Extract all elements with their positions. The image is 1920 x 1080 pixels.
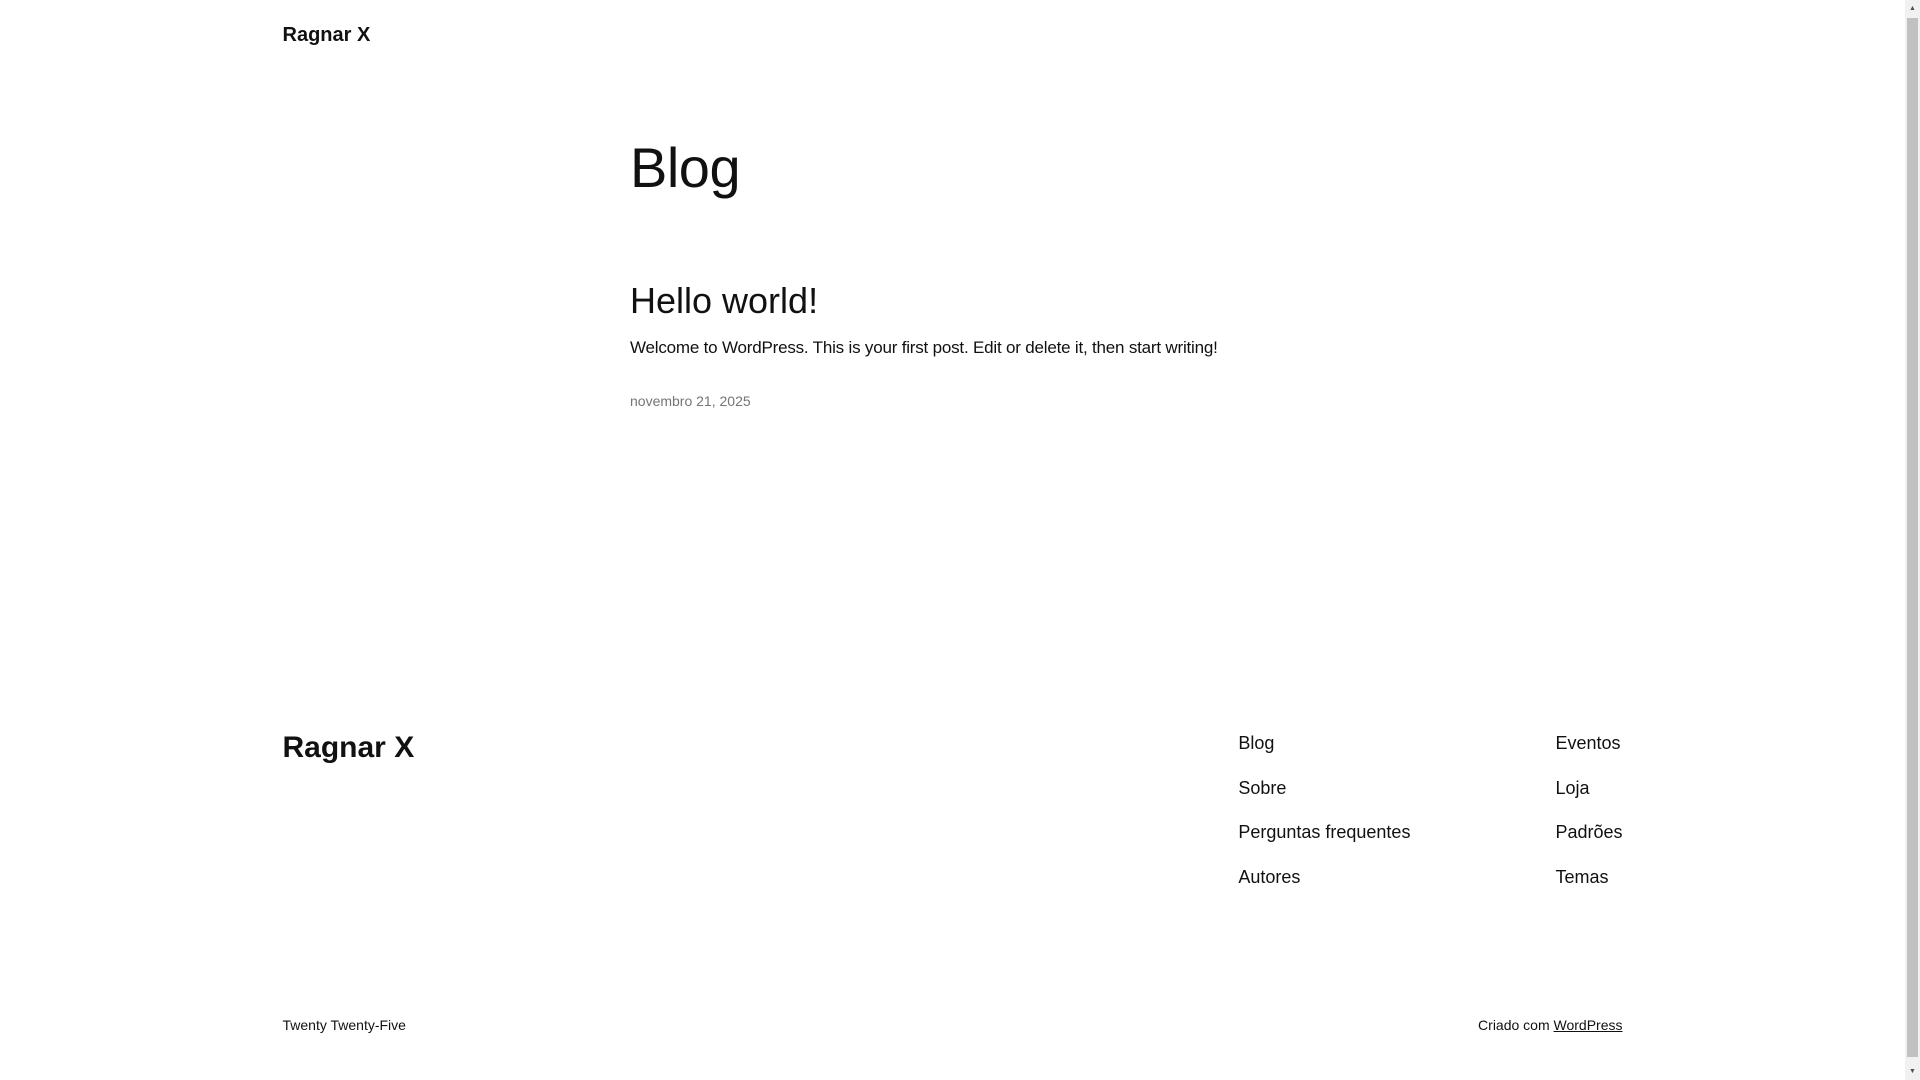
site-header: [283, 0, 1623, 47]
footer-credits: [0, 1015, 1905, 1036]
footer-nav-item-loja[interactable]: Loja: [1555, 777, 1590, 798]
post-excerpt: Welcome to WordPress. This is your first post. Edit or delete it, then start writing!: [630, 337, 1218, 357]
footer-nav-item-blog[interactable]: Blog: [1238, 733, 1275, 754]
header-site-title[interactable]: Ragnar X: [282, 24, 371, 46]
footer-nav-item-padroes[interactable]: Padrões: [1555, 822, 1623, 843]
footer-nav-item-temas[interactable]: Temas: [1555, 866, 1609, 887]
footer-nav-item-eventos[interactable]: Eventos: [1555, 733, 1621, 754]
theme-credit: Twenty Twenty-Five: [282, 1017, 406, 1033]
scroll-down-icon[interactable]: ▼: [1909, 1068, 1916, 1075]
post-item: [630, 279, 1275, 412]
footer-nav-item-perguntas[interactable]: Perguntas frequentes: [1238, 822, 1411, 843]
built-with-credit: [1478, 1015, 1622, 1036]
page-title: Blog: [630, 136, 741, 199]
post-title-link[interactable]: Hello world!: [630, 280, 819, 322]
footer-nav-column-2: [1555, 733, 1622, 888]
wordpress-link[interactable]: WordPress: [1553, 1017, 1623, 1033]
site-footer: [0, 730, 1905, 1033]
footer-site-title[interactable]: Ragnar X: [282, 731, 415, 765]
main-content: [0, 136, 1905, 412]
vertical-scrollbar[interactable]: [1905, 0, 1920, 1080]
footer-nav-column-1: [1238, 733, 1410, 888]
scrollbar-thumb[interactable]: [1907, 18, 1918, 1057]
post-date: novembro 21, 2025: [630, 393, 751, 410]
built-with-prefix: Criado com: [1478, 1017, 1554, 1033]
footer-nav-item-autores[interactable]: Autores: [1238, 866, 1301, 887]
footer-nav: [1238, 730, 1622, 888]
post-title: [630, 279, 1275, 322]
footer-nav-item-sobre[interactable]: Sobre: [1238, 777, 1287, 798]
scroll-up-icon[interactable]: ▲: [1909, 5, 1916, 12]
